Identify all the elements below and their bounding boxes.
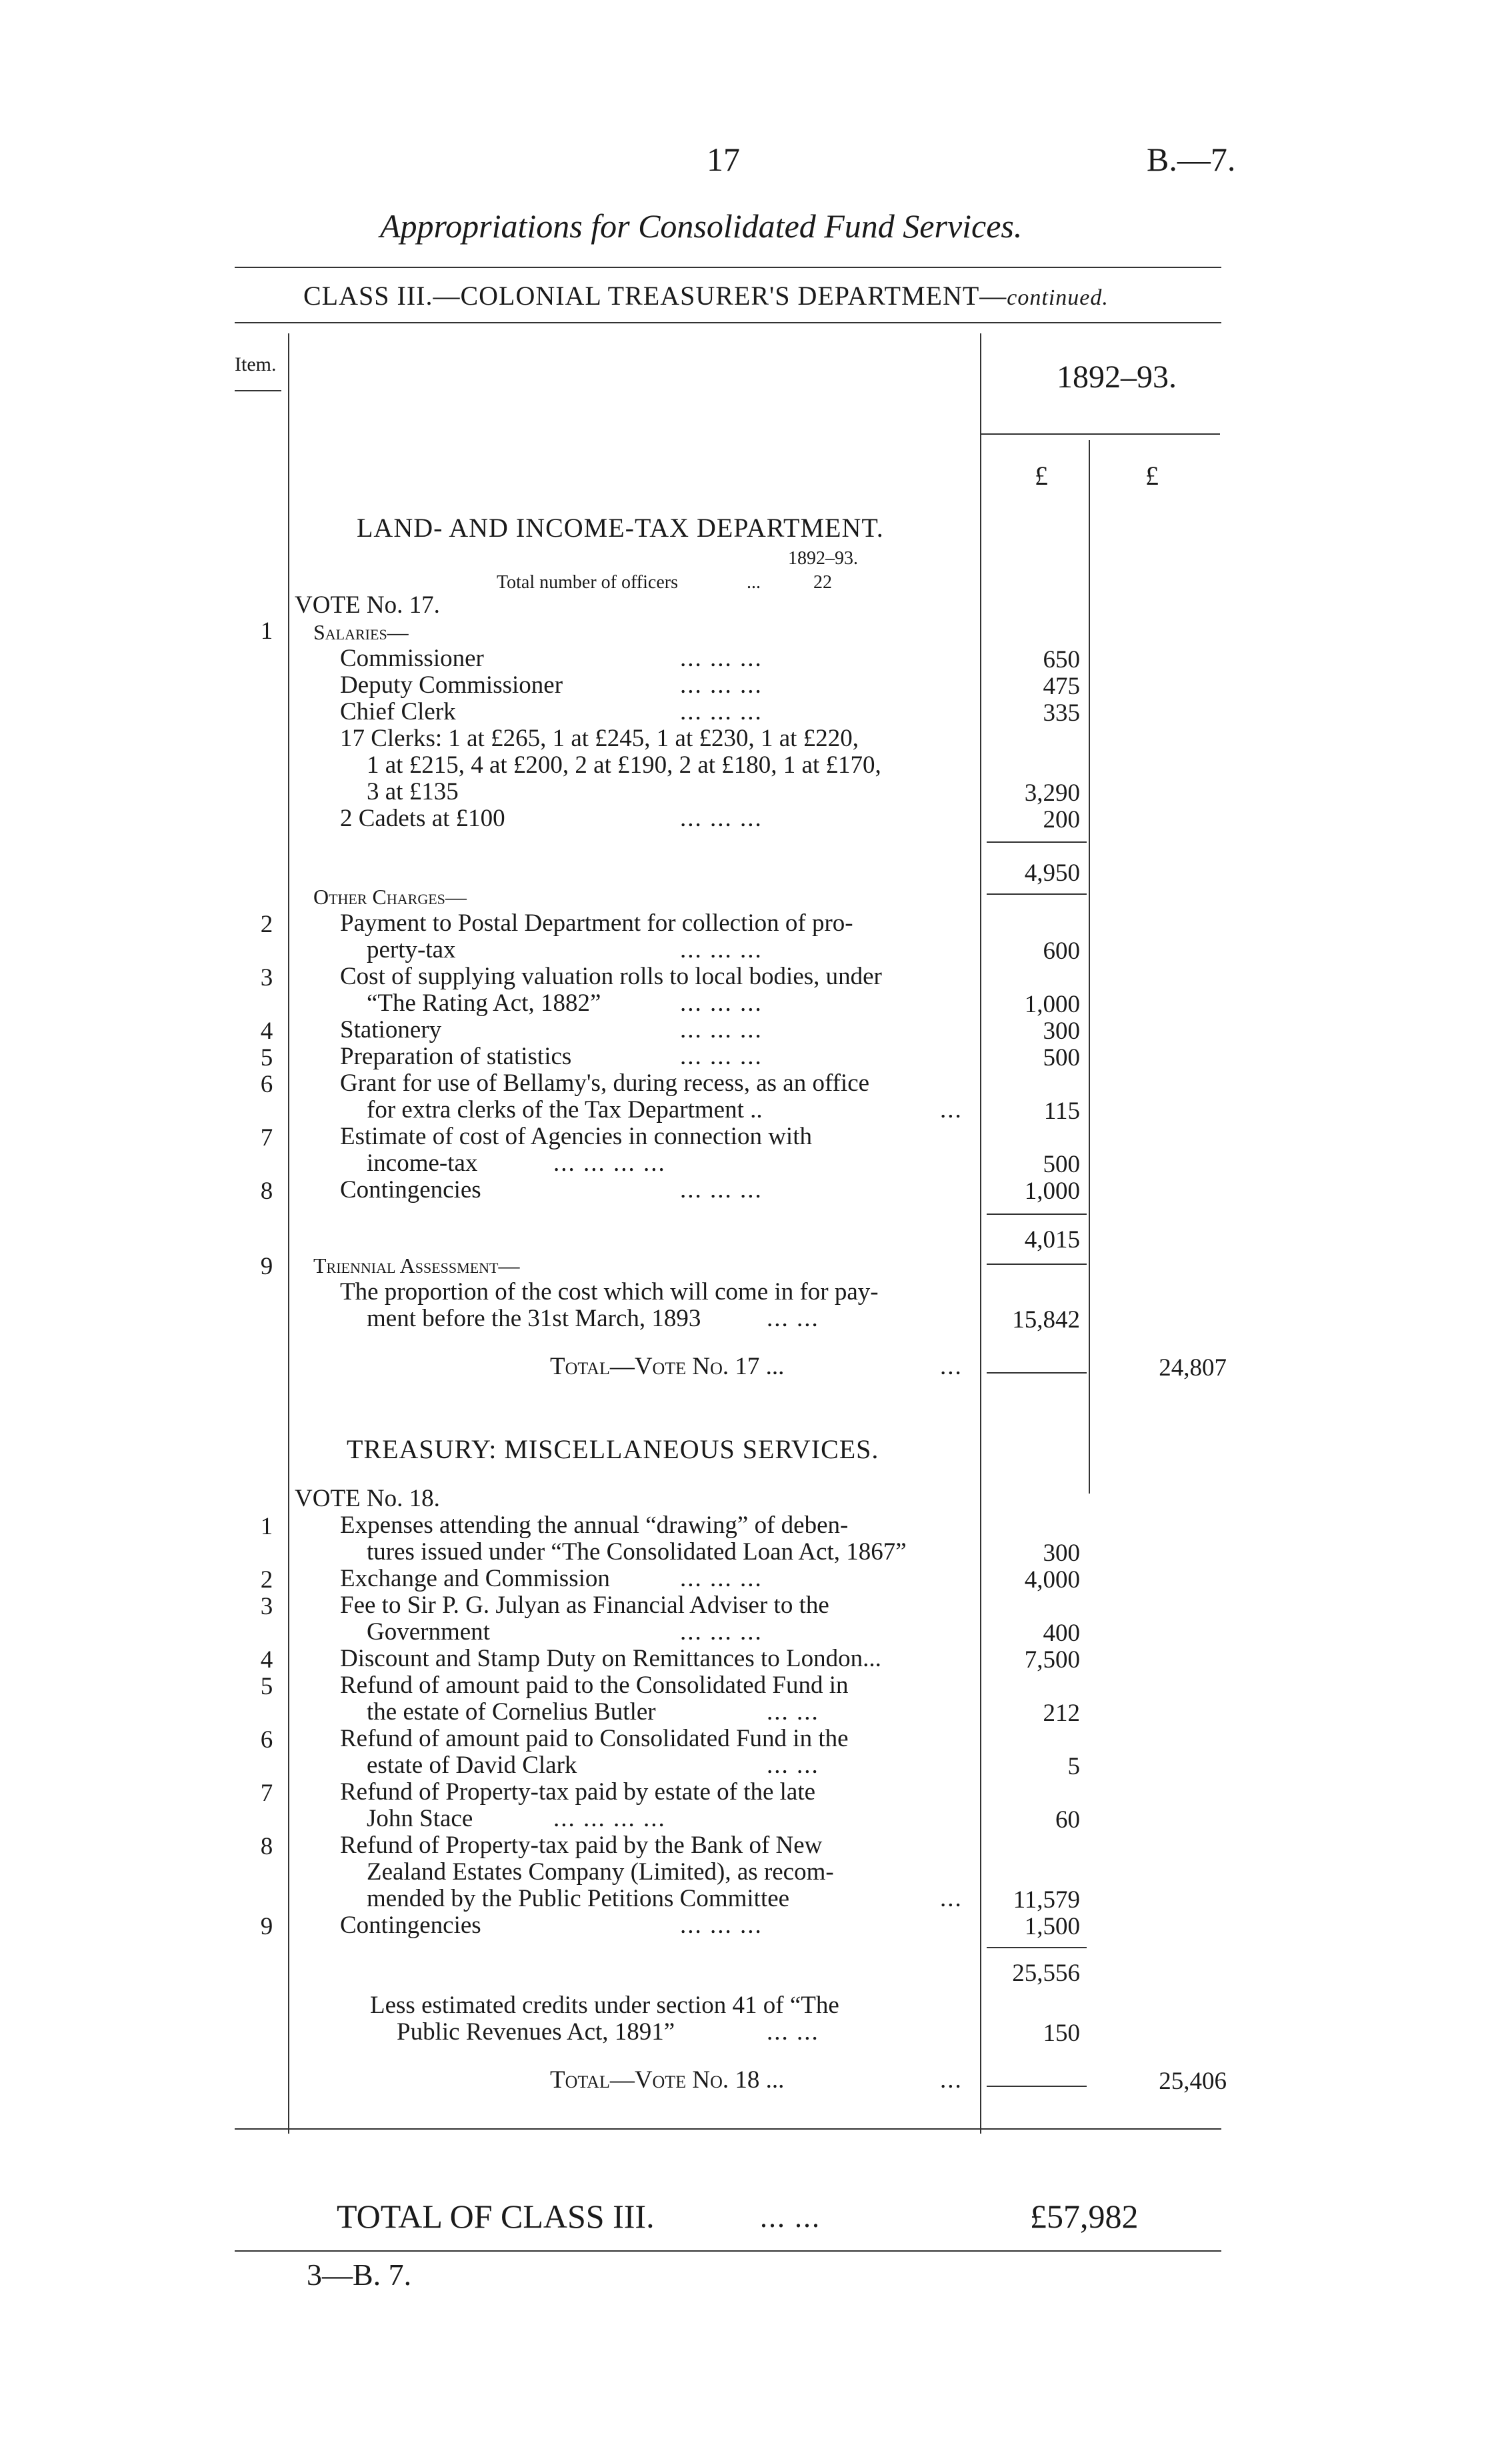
cadets-amount: 200 bbox=[1043, 806, 1080, 833]
leader-dots: ... ... bbox=[767, 2018, 819, 2046]
less-credits-line-2: Public Revenues Act, 1891” bbox=[397, 2018, 675, 2046]
salary-line: Deputy Commissioner bbox=[340, 671, 563, 699]
amount: 212 bbox=[1043, 1700, 1080, 1727]
item-number: 4 bbox=[260, 1646, 273, 1674]
amount: 1,000 bbox=[1024, 991, 1080, 1018]
leader-dots: ... ... ... bbox=[680, 1043, 763, 1070]
leader-dots: ... ... ... bbox=[680, 1618, 763, 1646]
other-charges-subtotal: 4,015 bbox=[1024, 1226, 1080, 1254]
class-heading-text: CLASS III.—COLONIAL TREASURER'S DEPARTMENT— bbox=[303, 281, 1007, 311]
officers-year: 1892–93. bbox=[788, 548, 858, 569]
treasury-line: Refund of amount paid to the Consolidated Fund in bbox=[340, 1672, 849, 1699]
leader-dots: ... ... ... ... bbox=[553, 1805, 666, 1832]
triennial-amount: 15,842 bbox=[1012, 1306, 1080, 1334]
treasury-line: Contingencies bbox=[340, 1912, 481, 1939]
triennial-label: Triennial Assessment— bbox=[313, 1254, 520, 1278]
treasury-line: Refund of amount paid to Consolidated Fund in the bbox=[340, 1725, 849, 1752]
class-total-label: TOTAL OF CLASS III. bbox=[337, 2198, 655, 2235]
charge-line: Preparation of statistics bbox=[340, 1043, 572, 1070]
treasury-line: Exchange and Commission bbox=[340, 1565, 610, 1592]
triennial-line-1: The proportion of the cost which will come in for pay- bbox=[340, 1278, 879, 1306]
treasury-line: Discount and Stamp Duty on Remittances to London... bbox=[340, 1645, 881, 1672]
leader-dots: ... ... ... bbox=[680, 1176, 763, 1203]
amount: 4,000 bbox=[1024, 1566, 1080, 1594]
item-number: 9 bbox=[260, 1913, 273, 1940]
amount: 60 bbox=[1055, 1806, 1080, 1834]
total-rule bbox=[987, 2086, 1087, 2087]
amount: 1,500 bbox=[1024, 1913, 1080, 1940]
amount: 300 bbox=[1043, 1017, 1080, 1045]
vote-17-total-label: Total—Vote No. 17 ... bbox=[550, 1353, 785, 1380]
subtotal-rule bbox=[987, 841, 1087, 843]
clerks-line-1: 17 Clerks: 1 at £265, 1 at £245, 1 at £230, 1 at £220, bbox=[340, 725, 859, 752]
vote-18-total-label: Total—Vote No. 18 ... bbox=[550, 2066, 785, 2094]
amount: 7,500 bbox=[1024, 1646, 1080, 1674]
amount-subcolumn-rule-1 bbox=[1089, 440, 1090, 1494]
amount: 300 bbox=[1043, 1540, 1080, 1567]
charge-line: “The Rating Act, 1882” bbox=[367, 989, 601, 1017]
amount-column-rule bbox=[980, 333, 981, 2134]
item-number: 3 bbox=[260, 964, 273, 991]
treasury-line: Expenses attending the annual “drawing” of deben- bbox=[340, 1512, 849, 1539]
item-number: 2 bbox=[260, 1566, 273, 1594]
leader-dots: ... ... ... bbox=[680, 805, 763, 832]
leader-dots: ... ... ... bbox=[680, 1016, 763, 1043]
amount: 11,579 bbox=[1013, 1886, 1080, 1914]
vote-18-total-amount: 25,406 bbox=[1159, 2068, 1227, 2095]
charge-line: Cost of supplying valuation rolls to local bodies, under bbox=[340, 963, 882, 990]
treasury-line: Government bbox=[367, 1618, 490, 1646]
leader-dots: ... ... ... bbox=[680, 1912, 763, 1939]
amount: 500 bbox=[1043, 1044, 1080, 1071]
item-number: 8 bbox=[260, 1833, 273, 1860]
item-header-rule bbox=[235, 390, 281, 391]
amount: 475 bbox=[1043, 673, 1080, 700]
leader-dots: ... ... bbox=[760, 2201, 821, 2234]
amount: 1,000 bbox=[1024, 1177, 1080, 1205]
page-number: 17 bbox=[707, 141, 740, 178]
item-number: 8 bbox=[260, 1177, 273, 1205]
leader-dots: ... ... ... ... bbox=[553, 1149, 666, 1177]
vote-17-heading: VOTE No. 17. bbox=[295, 591, 440, 619]
leader-dots: ... ... bbox=[767, 1305, 819, 1332]
triennial-line-2: ment before the 31st March, 1893 bbox=[367, 1305, 701, 1332]
currency-symbol-1: £ bbox=[1035, 461, 1048, 491]
leader-dots: ... ... ... bbox=[680, 698, 763, 725]
treasury-line: Refund of Property-tax paid by the Bank of New bbox=[340, 1832, 823, 1859]
document-code: B.—7. bbox=[1147, 141, 1236, 178]
year-rule bbox=[980, 433, 1220, 435]
item-number: 7 bbox=[260, 1780, 273, 1807]
officers-label: Total number of officers bbox=[497, 572, 678, 593]
other-charges-label: Other Charges— bbox=[313, 885, 467, 909]
treasury-line: Fee to Sir P. G. Julyan as Financial Adviser to the bbox=[340, 1592, 829, 1619]
amount: 400 bbox=[1043, 1620, 1080, 1647]
header-rule bbox=[235, 267, 1221, 268]
cadets-line: 2 Cadets at £100 bbox=[340, 805, 505, 832]
charge-line: perty-tax bbox=[367, 936, 456, 963]
amount: 5 bbox=[1067, 1753, 1080, 1780]
treasury-line: Refund of Property-tax paid by estate of the late bbox=[340, 1778, 816, 1806]
charge-line: Contingencies bbox=[340, 1176, 481, 1203]
vote-17-total-amount: 24,807 bbox=[1159, 1354, 1227, 1382]
vote-18-heading: VOTE No. 18. bbox=[295, 1485, 440, 1512]
charge-line: Grant for use of Bellamy's, during recess, as an office bbox=[340, 1069, 870, 1097]
subtotal-rule bbox=[987, 1213, 1087, 1215]
leader-dots: ... ... ... bbox=[680, 645, 763, 672]
less-credits-line-1: Less estimated credits under section 41 of “The bbox=[370, 1992, 839, 2019]
amount: 115 bbox=[1043, 1097, 1080, 1125]
subtotal-rule bbox=[987, 1947, 1087, 1948]
class-rule bbox=[235, 322, 1221, 323]
leader-dots: ... bbox=[940, 2066, 963, 2094]
clerks-line-2: 1 at £215, 4 at £200, 2 at £190, 2 at £180, 1 at £170, bbox=[367, 751, 881, 779]
amount: 500 bbox=[1043, 1151, 1080, 1178]
class-heading bbox=[303, 280, 1109, 311]
currency-symbol-2: £ bbox=[1145, 461, 1159, 491]
treasury-subtotal: 25,556 bbox=[1012, 1960, 1080, 1987]
amount: 600 bbox=[1043, 937, 1080, 965]
clerks-line-3: 3 at £135 bbox=[367, 778, 459, 805]
treasury-line: tures issued under “The Consolidated Loan Act, 1867” bbox=[367, 1538, 907, 1566]
treasury-line: mended by the Public Petitions Committee bbox=[367, 1885, 790, 1912]
class-total-amount: £57,982 bbox=[1030, 2198, 1139, 2235]
charge-line: Estimate of cost of Agencies in connection with bbox=[340, 1123, 812, 1150]
salaries-label: Salaries— bbox=[313, 620, 409, 644]
subtotal-rule bbox=[987, 893, 1087, 895]
item-number: 9 bbox=[260, 1253, 273, 1280]
treasury-line: John Stace bbox=[367, 1805, 473, 1832]
officers-count: 22 bbox=[813, 572, 832, 593]
officers-dots: ... bbox=[747, 572, 761, 593]
treasury-line: the estate of Cornelius Butler bbox=[367, 1698, 656, 1726]
charge-line: for extra clerks of the Tax Department .. bbox=[367, 1096, 763, 1123]
treasury-line: estate of David Clark bbox=[367, 1752, 577, 1779]
leader-dots: ... bbox=[940, 1353, 963, 1380]
page-heading: Appropriations for Consolidated Fund Services. bbox=[380, 207, 1023, 245]
item-number: 3 bbox=[260, 1593, 273, 1620]
subtotal-rule bbox=[987, 1264, 1087, 1265]
less-credits-amount: 150 bbox=[1043, 2020, 1080, 2047]
leader-dots: ... ... bbox=[767, 1698, 819, 1726]
leader-dots: ... ... ... bbox=[680, 989, 763, 1017]
year-column-header: 1892–93. bbox=[1057, 359, 1177, 395]
item-number: 7 bbox=[260, 1124, 273, 1151]
charge-line: Payment to Postal Department for collection of pro- bbox=[340, 909, 853, 937]
item-number: 4 bbox=[260, 1017, 273, 1045]
amount: 335 bbox=[1043, 699, 1080, 727]
item-number: 1 bbox=[260, 617, 273, 645]
salary-line: Commissioner bbox=[340, 645, 484, 672]
item-column-header: Item. bbox=[235, 353, 277, 375]
footer-signature-code: 3—B. 7. bbox=[307, 2258, 412, 2292]
item-number: 6 bbox=[260, 1726, 273, 1754]
salaries-subtotal: 4,950 bbox=[1024, 859, 1080, 887]
clerks-amount: 3,290 bbox=[1024, 779, 1080, 807]
total-rule bbox=[987, 1372, 1087, 1374]
class-total-rule-top bbox=[235, 2128, 1221, 2130]
charge-line: Stationery bbox=[340, 1016, 442, 1043]
item-number: 5 bbox=[260, 1044, 273, 1071]
item-column-rule bbox=[288, 333, 289, 2134]
item-number: 6 bbox=[260, 1071, 273, 1098]
amount: 650 bbox=[1043, 646, 1080, 673]
item-number: 5 bbox=[260, 1673, 273, 1700]
leader-dots: ... bbox=[940, 1096, 963, 1123]
item-number: 2 bbox=[260, 911, 273, 938]
leader-dots: ... ... ... bbox=[680, 936, 763, 963]
salary-line: Chief Clerk bbox=[340, 698, 456, 725]
charge-line: income-tax bbox=[367, 1149, 478, 1177]
leader-dots: ... ... ... bbox=[680, 1565, 763, 1592]
item-number: 1 bbox=[260, 1513, 273, 1540]
land-tax-section-title: LAND- AND INCOME-TAX DEPARTMENT. bbox=[357, 513, 884, 543]
leader-dots: ... ... ... bbox=[680, 671, 763, 699]
leader-dots: ... ... bbox=[767, 1752, 819, 1779]
treasury-section-title: TREASURY: MISCELLANEOUS SERVICES. bbox=[347, 1434, 879, 1464]
treasury-line: Zealand Estates Company (Limited), as recom- bbox=[367, 1858, 834, 1886]
leader-dots: ... bbox=[940, 1885, 963, 1912]
class-total-rule-bottom bbox=[235, 2250, 1221, 2252]
class-heading-continued: continued. bbox=[1007, 285, 1109, 310]
